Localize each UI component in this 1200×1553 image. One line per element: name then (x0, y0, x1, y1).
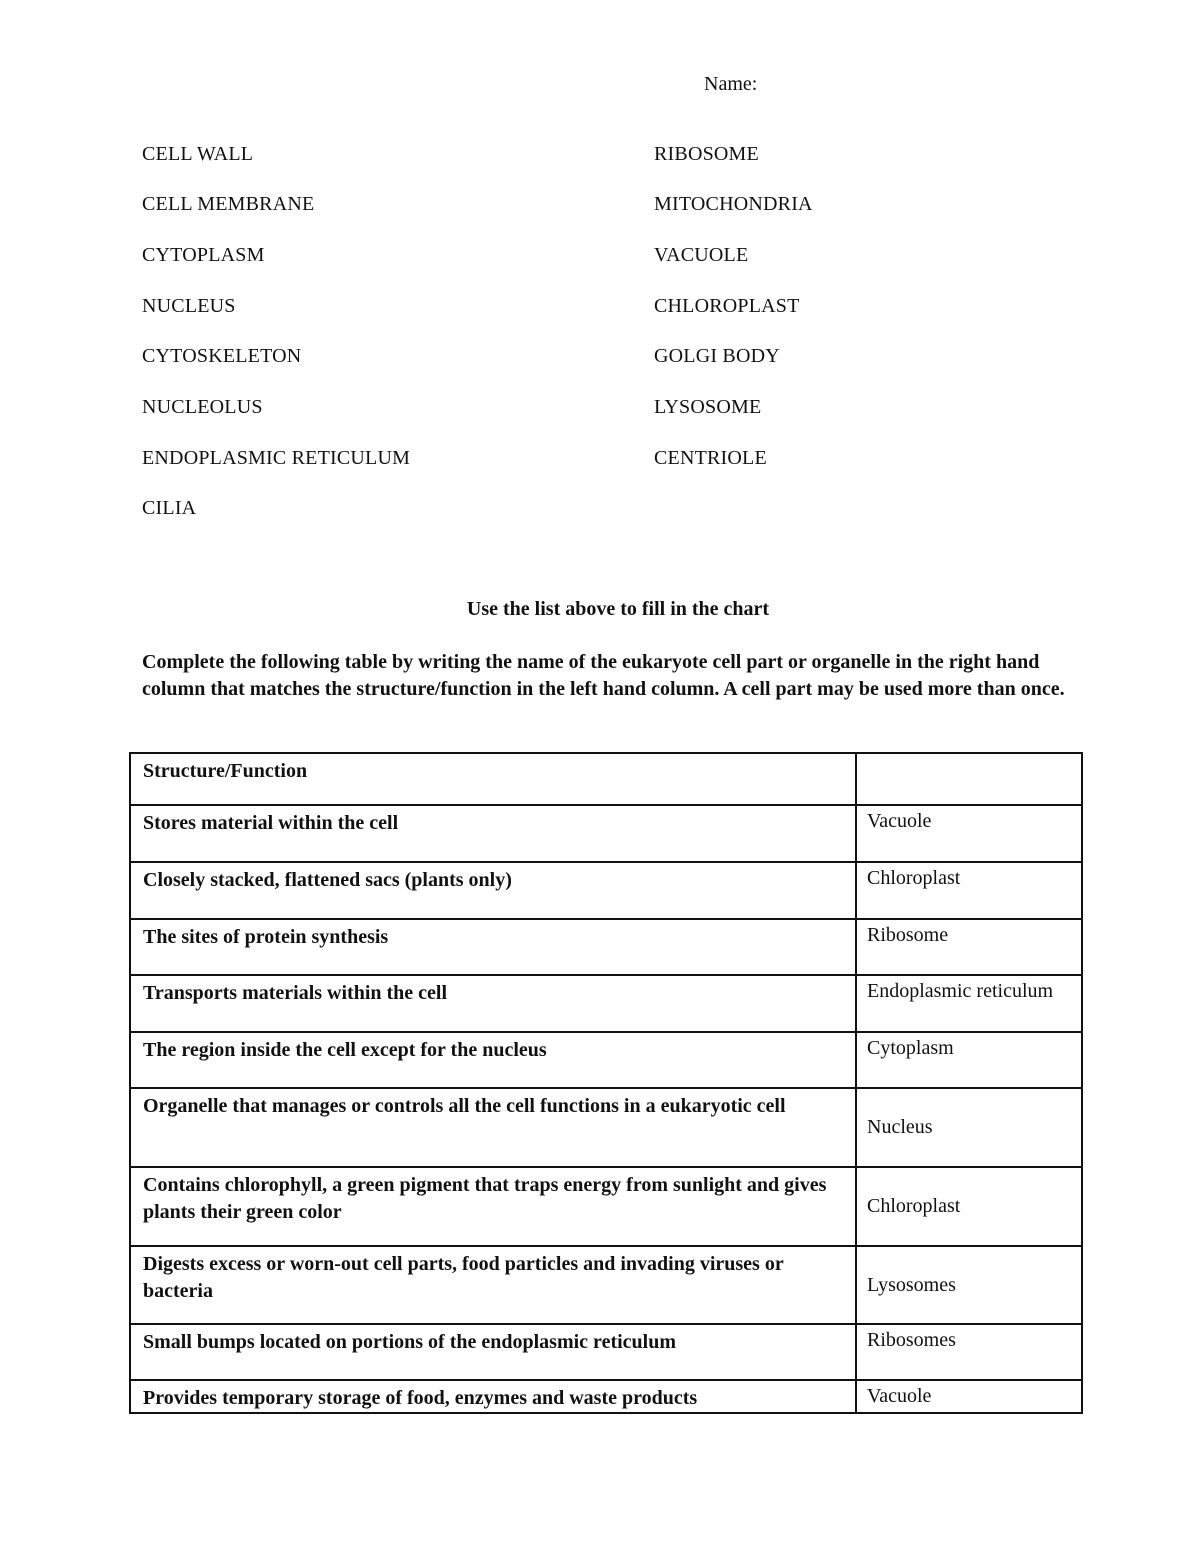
term-item: MITOCHONDRIA (654, 193, 813, 215)
term-item: RIBOSOME (654, 143, 759, 165)
table-header-row (130, 753, 1082, 805)
term-item: CHLOROPLAST (654, 295, 800, 317)
table-row (130, 805, 1082, 862)
instructions-title: Use the list above to fill in the chart (466, 598, 770, 620)
table-row (130, 975, 1082, 1032)
table-row (130, 1167, 1082, 1246)
name-label: Name: (704, 73, 758, 95)
function-cell: The sites of protein synthesis (130, 919, 856, 975)
table-row (130, 1324, 1082, 1380)
answer-cell[interactable]: Lysosomes (856, 1246, 1082, 1324)
term-item: CYTOPLASM (142, 244, 265, 266)
function-cell: Transports materials within the cell (130, 975, 856, 1032)
function-cell: Provides temporary storage of food, enzymes and waste products (130, 1380, 856, 1413)
table-row (130, 1380, 1082, 1413)
term-item: CENTRIOLE (654, 447, 767, 469)
term-item: CILIA (142, 497, 197, 519)
term-item: NUCLEOLUS (142, 396, 263, 418)
function-cell: Small bumps located on portions of the endoplasmic reticulum (130, 1324, 856, 1380)
table-row (130, 1032, 1082, 1088)
term-item: CELL WALL (142, 143, 254, 165)
function-cell: Organelle that manages or controls all the cell functions in a eukaryotic cell (130, 1088, 856, 1167)
instructions-body: Complete the following table by writing the name of the eukaryote cell part or organelle in the right hand column that matches the structure/function in the left hand column. A cell part may be used more than once. (142, 651, 1065, 700)
function-cell: Stores material within the cell (130, 805, 856, 862)
term-item: VACUOLE (654, 244, 749, 266)
cell-parts-table (129, 752, 1083, 1414)
answer-cell[interactable]: Cytoplasm (856, 1032, 1082, 1088)
table-row (130, 919, 1082, 975)
term-item: ENDOPLASMIC RETICULUM (142, 447, 411, 469)
table-row (130, 1246, 1082, 1324)
answer-cell[interactable]: Endoplasmic reticulum (856, 975, 1082, 1032)
answer-cell[interactable]: Vacuole (856, 1380, 1082, 1413)
header-answer (856, 753, 1082, 805)
term-item: NUCLEUS (142, 295, 236, 317)
answer-cell[interactable]: Ribosome (856, 919, 1082, 975)
answer-cell[interactable]: Chloroplast (856, 1167, 1082, 1246)
table-row (130, 862, 1082, 919)
term-item: LYSOSOME (654, 396, 762, 418)
term-item: CYTOSKELETON (142, 345, 302, 367)
function-cell: Closely stacked, flattened sacs (plants only) (130, 862, 856, 919)
header-function: Structure/Function (130, 753, 856, 805)
answer-cell[interactable]: Nucleus (856, 1088, 1082, 1167)
function-cell: Contains chlorophyll, a green pigment that traps energy from sunlight and gives plants their green color (130, 1167, 856, 1246)
answer-cell[interactable]: Chloroplast (856, 862, 1082, 919)
answer-cell[interactable]: Ribosomes (856, 1324, 1082, 1380)
term-item: CELL MEMBRANE (142, 193, 315, 215)
term-item: GOLGI BODY (654, 345, 780, 367)
table-row (130, 1088, 1082, 1167)
answer-cell[interactable]: Vacuole (856, 805, 1082, 862)
function-cell: The region inside the cell except for the nucleus (130, 1032, 856, 1088)
function-cell: Digests excess or worn-out cell parts, food particles and invading viruses or bacteria (130, 1246, 856, 1324)
